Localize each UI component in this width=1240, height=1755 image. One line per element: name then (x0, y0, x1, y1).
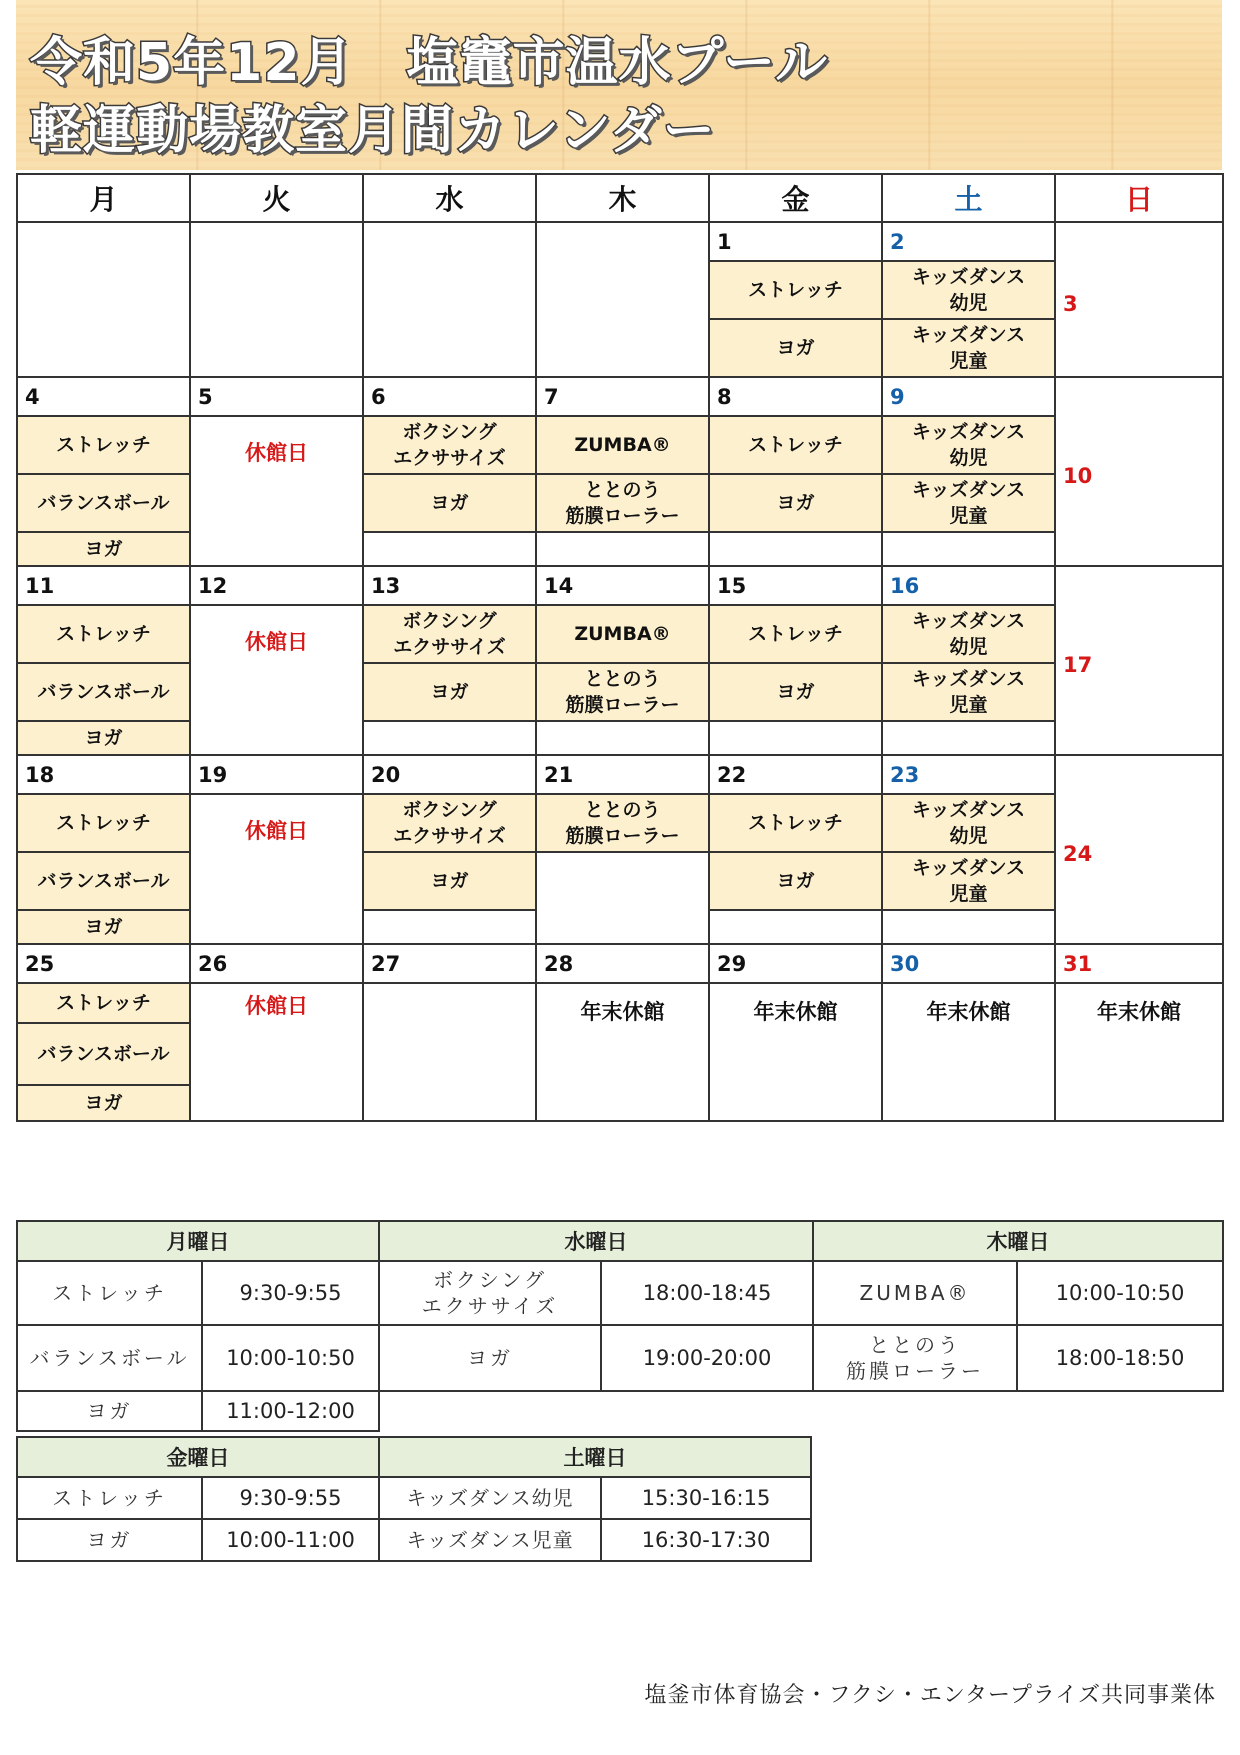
day-number: 3 (1055, 222, 1223, 377)
day-number: 22 (709, 755, 882, 794)
page-title-line1: 令和5年12月 塩竈市温水プール (30, 33, 828, 93)
weekday-thu: 木 (536, 174, 709, 222)
weekday-mon: 月 (17, 174, 190, 222)
calendar-cell-empty (363, 983, 536, 1121)
class-name: ヨガ (776, 681, 815, 703)
class-name: ストレッチ (56, 992, 151, 1014)
closed-day: 休館日 (190, 416, 363, 566)
class-slot (709, 663, 882, 721)
day-number: 21 (536, 755, 709, 794)
schedule-class-name: ヨガ (17, 1519, 202, 1561)
schedule-class-name-line: ボクシング (432, 1268, 548, 1292)
class-name: ストレッチ (748, 812, 843, 834)
class-name: キッズダンス (911, 324, 1026, 346)
monthly-calendar (16, 173, 1224, 1122)
class-name: バランスボール (37, 681, 170, 703)
year-end-label: 年末休館 (580, 1000, 665, 1024)
class-name: ヨガ (84, 1092, 123, 1114)
class-slot (17, 794, 190, 852)
schedule-class-name (813, 1325, 1017, 1391)
class-slot (882, 794, 1055, 852)
day-number: 30 (882, 944, 1055, 983)
class-name: 幼児 (949, 825, 988, 847)
calendar-cell-empty (363, 532, 536, 566)
class-name: ボクシング (402, 799, 497, 821)
day-number: 15 (709, 566, 882, 605)
class-slot (17, 416, 190, 474)
class-name: ストレッチ (748, 623, 843, 645)
class-name: ととのう (584, 799, 661, 821)
day-number: 4 (17, 377, 190, 416)
class-name: 幼児 (949, 292, 988, 314)
calendar-cell-empty (536, 852, 709, 944)
day-number: 19 (190, 755, 363, 794)
schedule-table-weekend (16, 1436, 812, 1562)
schedule-class-time: 11:00-12:00 (202, 1391, 379, 1431)
organizer-footer: 塩釜市体育協会・フクシ・エンタープライズ共同事業体 (644, 1683, 1216, 1708)
weekday-tue: 火 (190, 174, 363, 222)
day-number: 31 (1055, 944, 1223, 983)
schedule-class-name: キッズダンス児童 (379, 1519, 601, 1561)
class-slot (536, 794, 709, 852)
schedule-header-thu: 木曜日 (813, 1221, 1223, 1261)
day-number: 23 (882, 755, 1055, 794)
schedule-header-mon: 月曜日 (17, 1221, 379, 1261)
class-name: 児童 (949, 350, 988, 372)
class-slot (882, 605, 1055, 663)
class-slot (363, 663, 536, 721)
closed-day: 休館日 (190, 983, 363, 1121)
weekday-fri: 金 (709, 174, 882, 222)
schedule-class-time: 18:00-18:50 (1017, 1325, 1223, 1391)
calendar-cell-empty (363, 222, 536, 377)
calendar-cell-empty (536, 532, 709, 566)
schedule-header-sat: 土曜日 (379, 1437, 811, 1477)
year-end-label: 年末休館 (1097, 1000, 1181, 1024)
day-number: 7 (536, 377, 709, 416)
day-number: 18 (17, 755, 190, 794)
schedule-header-fri: 金曜日 (17, 1437, 379, 1477)
class-name: ヨガ (84, 538, 123, 560)
class-name: ZUMBA® (574, 434, 671, 456)
schedule-class-time: 10:00-10:50 (1017, 1261, 1223, 1325)
day-number: 27 (363, 944, 536, 983)
class-name: 幼児 (949, 636, 988, 658)
day-number: 25 (17, 944, 190, 983)
class-slot (709, 852, 882, 910)
day-number: 28 (536, 944, 709, 983)
year-end-closed (1055, 983, 1223, 1121)
schedule-class-name: ヨガ (17, 1391, 202, 1431)
calendar-cell-empty (882, 910, 1055, 944)
class-name: ヨガ (84, 916, 123, 938)
day-number: 5 (190, 377, 363, 416)
class-slot (17, 605, 190, 663)
schedule-table-weekday (16, 1220, 1224, 1432)
class-slot (882, 416, 1055, 474)
class-name: キッズダンス (911, 479, 1026, 501)
year-end-closed (709, 983, 882, 1121)
day-number: 13 (363, 566, 536, 605)
calendar-cell-empty (709, 910, 882, 944)
class-slot (536, 416, 709, 474)
class-slot (363, 794, 536, 852)
class-name: エクササイズ (393, 447, 506, 469)
class-slot (17, 532, 190, 566)
schedule-class-name: ストレッチ (17, 1477, 202, 1519)
class-name: エクササイズ (393, 825, 506, 847)
class-slot (363, 605, 536, 663)
day-number: 24 (1055, 755, 1223, 944)
class-name: ストレッチ (56, 812, 151, 834)
class-slot (709, 794, 882, 852)
class-name: キッズダンス (911, 857, 1026, 879)
calendar-cell-empty (190, 222, 363, 377)
class-slot (709, 416, 882, 474)
day-number: 17 (1055, 566, 1223, 755)
schedule-class-time: 10:00-10:50 (202, 1325, 379, 1391)
closed-day: 休館日 (190, 605, 363, 755)
calendar-cell-empty (363, 721, 536, 755)
day-number: 11 (17, 566, 190, 605)
class-slot (363, 852, 536, 910)
class-slot (17, 983, 190, 1023)
class-name: キッズダンス (911, 668, 1026, 690)
schedule-class-name: キッズダンス幼児 (379, 1477, 601, 1519)
schedule-header-wed: 水曜日 (379, 1221, 813, 1261)
class-slot (17, 721, 190, 755)
year-end-closed (536, 983, 709, 1121)
weekday-header-row (17, 174, 1223, 222)
schedule-class-name: ヨガ (379, 1325, 601, 1391)
day-number: 1 (709, 222, 882, 261)
day-number: 26 (190, 944, 363, 983)
schedule-blank (379, 1391, 1223, 1431)
class-name: ヨガ (776, 492, 815, 514)
class-name: 筋膜ローラー (565, 825, 680, 847)
class-slot (17, 474, 190, 532)
class-name: ボクシング (402, 610, 497, 632)
class-slot (536, 474, 709, 532)
calendar-cell-empty (17, 222, 190, 377)
calendar-cell-empty (882, 721, 1055, 755)
calendar-cell-empty (363, 910, 536, 944)
day-number: 8 (709, 377, 882, 416)
day-number: 20 (363, 755, 536, 794)
schedule-class-name-line: ととのう (869, 1333, 961, 1357)
class-slot (17, 910, 190, 944)
schedule-class-time: 19:00-20:00 (601, 1325, 813, 1391)
weekday-sat: 土 (882, 174, 1055, 222)
class-name: ヨガ (430, 870, 469, 892)
weekday-sun: 日 (1055, 174, 1223, 222)
schedule-class-time: 16:30-17:30 (601, 1519, 811, 1561)
schedule-class-time: 10:00-11:00 (202, 1519, 379, 1561)
page-title-line2: 軽運動場教室月間カレンダー (30, 101, 716, 161)
class-name: 児童 (949, 694, 988, 716)
class-slot (882, 474, 1055, 532)
schedule-class-name (379, 1261, 601, 1325)
class-slot (536, 663, 709, 721)
schedule-class-name-line: 筋膜ローラー (846, 1359, 984, 1383)
class-slot (17, 1023, 190, 1085)
class-name: ストレッチ (748, 434, 843, 456)
class-name: ととのう (584, 668, 661, 690)
class-slot (709, 474, 882, 532)
title-banner (16, 0, 1222, 170)
schedule-class-time: 15:30-16:15 (601, 1477, 811, 1519)
class-slot (882, 663, 1055, 721)
class-slot (709, 261, 882, 319)
class-name: バランスボール (37, 870, 170, 892)
class-name: キッズダンス (911, 266, 1026, 288)
schedule-class-name: バランスボール (17, 1325, 202, 1391)
calendar-cell-empty (709, 721, 882, 755)
class-slot (882, 319, 1055, 377)
day-number: 6 (363, 377, 536, 416)
closed-day: 休館日 (190, 794, 363, 944)
day-number: 29 (709, 944, 882, 983)
calendar-cell-empty (709, 532, 882, 566)
class-name: ヨガ (776, 337, 815, 359)
class-slot (17, 663, 190, 721)
day-number: 16 (882, 566, 1055, 605)
class-name: ボクシング (402, 421, 497, 443)
class-slot (709, 605, 882, 663)
schedule-class-name: ストレッチ (17, 1261, 202, 1325)
class-name: ヨガ (776, 870, 815, 892)
class-name: 児童 (949, 883, 988, 905)
class-slot (363, 416, 536, 474)
class-slot (17, 1085, 190, 1121)
year-end-label: 年末休館 (926, 1000, 1011, 1024)
day-number: 14 (536, 566, 709, 605)
class-name: キッズダンス (911, 610, 1026, 632)
weekday-wed: 水 (363, 174, 536, 222)
class-name: キッズダンス (911, 799, 1026, 821)
schedule-class-time: 18:00-18:45 (601, 1261, 813, 1325)
class-name: バランスボール (37, 1043, 170, 1065)
schedule-class-time: 9:30-9:55 (202, 1261, 379, 1325)
schedule-class-name-line: エクササイズ (421, 1294, 559, 1318)
calendar-cell-empty (882, 532, 1055, 566)
day-number: 12 (190, 566, 363, 605)
class-slot (17, 852, 190, 910)
class-slot (536, 605, 709, 663)
year-end-closed (882, 983, 1055, 1121)
class-name: 幼児 (949, 447, 988, 469)
calendar-cell-empty (536, 222, 709, 377)
class-name: 筋膜ローラー (565, 694, 680, 716)
class-name: ヨガ (430, 681, 469, 703)
day-number: 10 (1055, 377, 1223, 566)
class-name: 筋膜ローラー (565, 505, 680, 527)
class-name: ととのう (584, 479, 661, 501)
class-name: ZUMBA® (574, 623, 671, 645)
class-name: キッズダンス (911, 421, 1026, 443)
day-number: 9 (882, 377, 1055, 416)
class-name: ストレッチ (56, 434, 151, 456)
class-name: バランスボール (37, 492, 170, 514)
class-name: ヨガ (84, 727, 123, 749)
class-name: エクササイズ (393, 636, 506, 658)
class-name: ストレッチ (748, 279, 843, 301)
schedule-class-name: ZUMBA® (813, 1261, 1017, 1325)
schedule-class-time: 9:30-9:55 (202, 1477, 379, 1519)
day-number: 2 (882, 222, 1055, 261)
calendar-cell-empty (536, 721, 709, 755)
year-end-label: 年末休館 (753, 1000, 838, 1024)
class-slot (882, 852, 1055, 910)
class-name: ヨガ (430, 492, 469, 514)
class-slot (709, 319, 882, 377)
class-name: 児童 (949, 505, 988, 527)
class-slot (882, 261, 1055, 319)
class-slot (363, 474, 536, 532)
class-name: ストレッチ (56, 623, 151, 645)
